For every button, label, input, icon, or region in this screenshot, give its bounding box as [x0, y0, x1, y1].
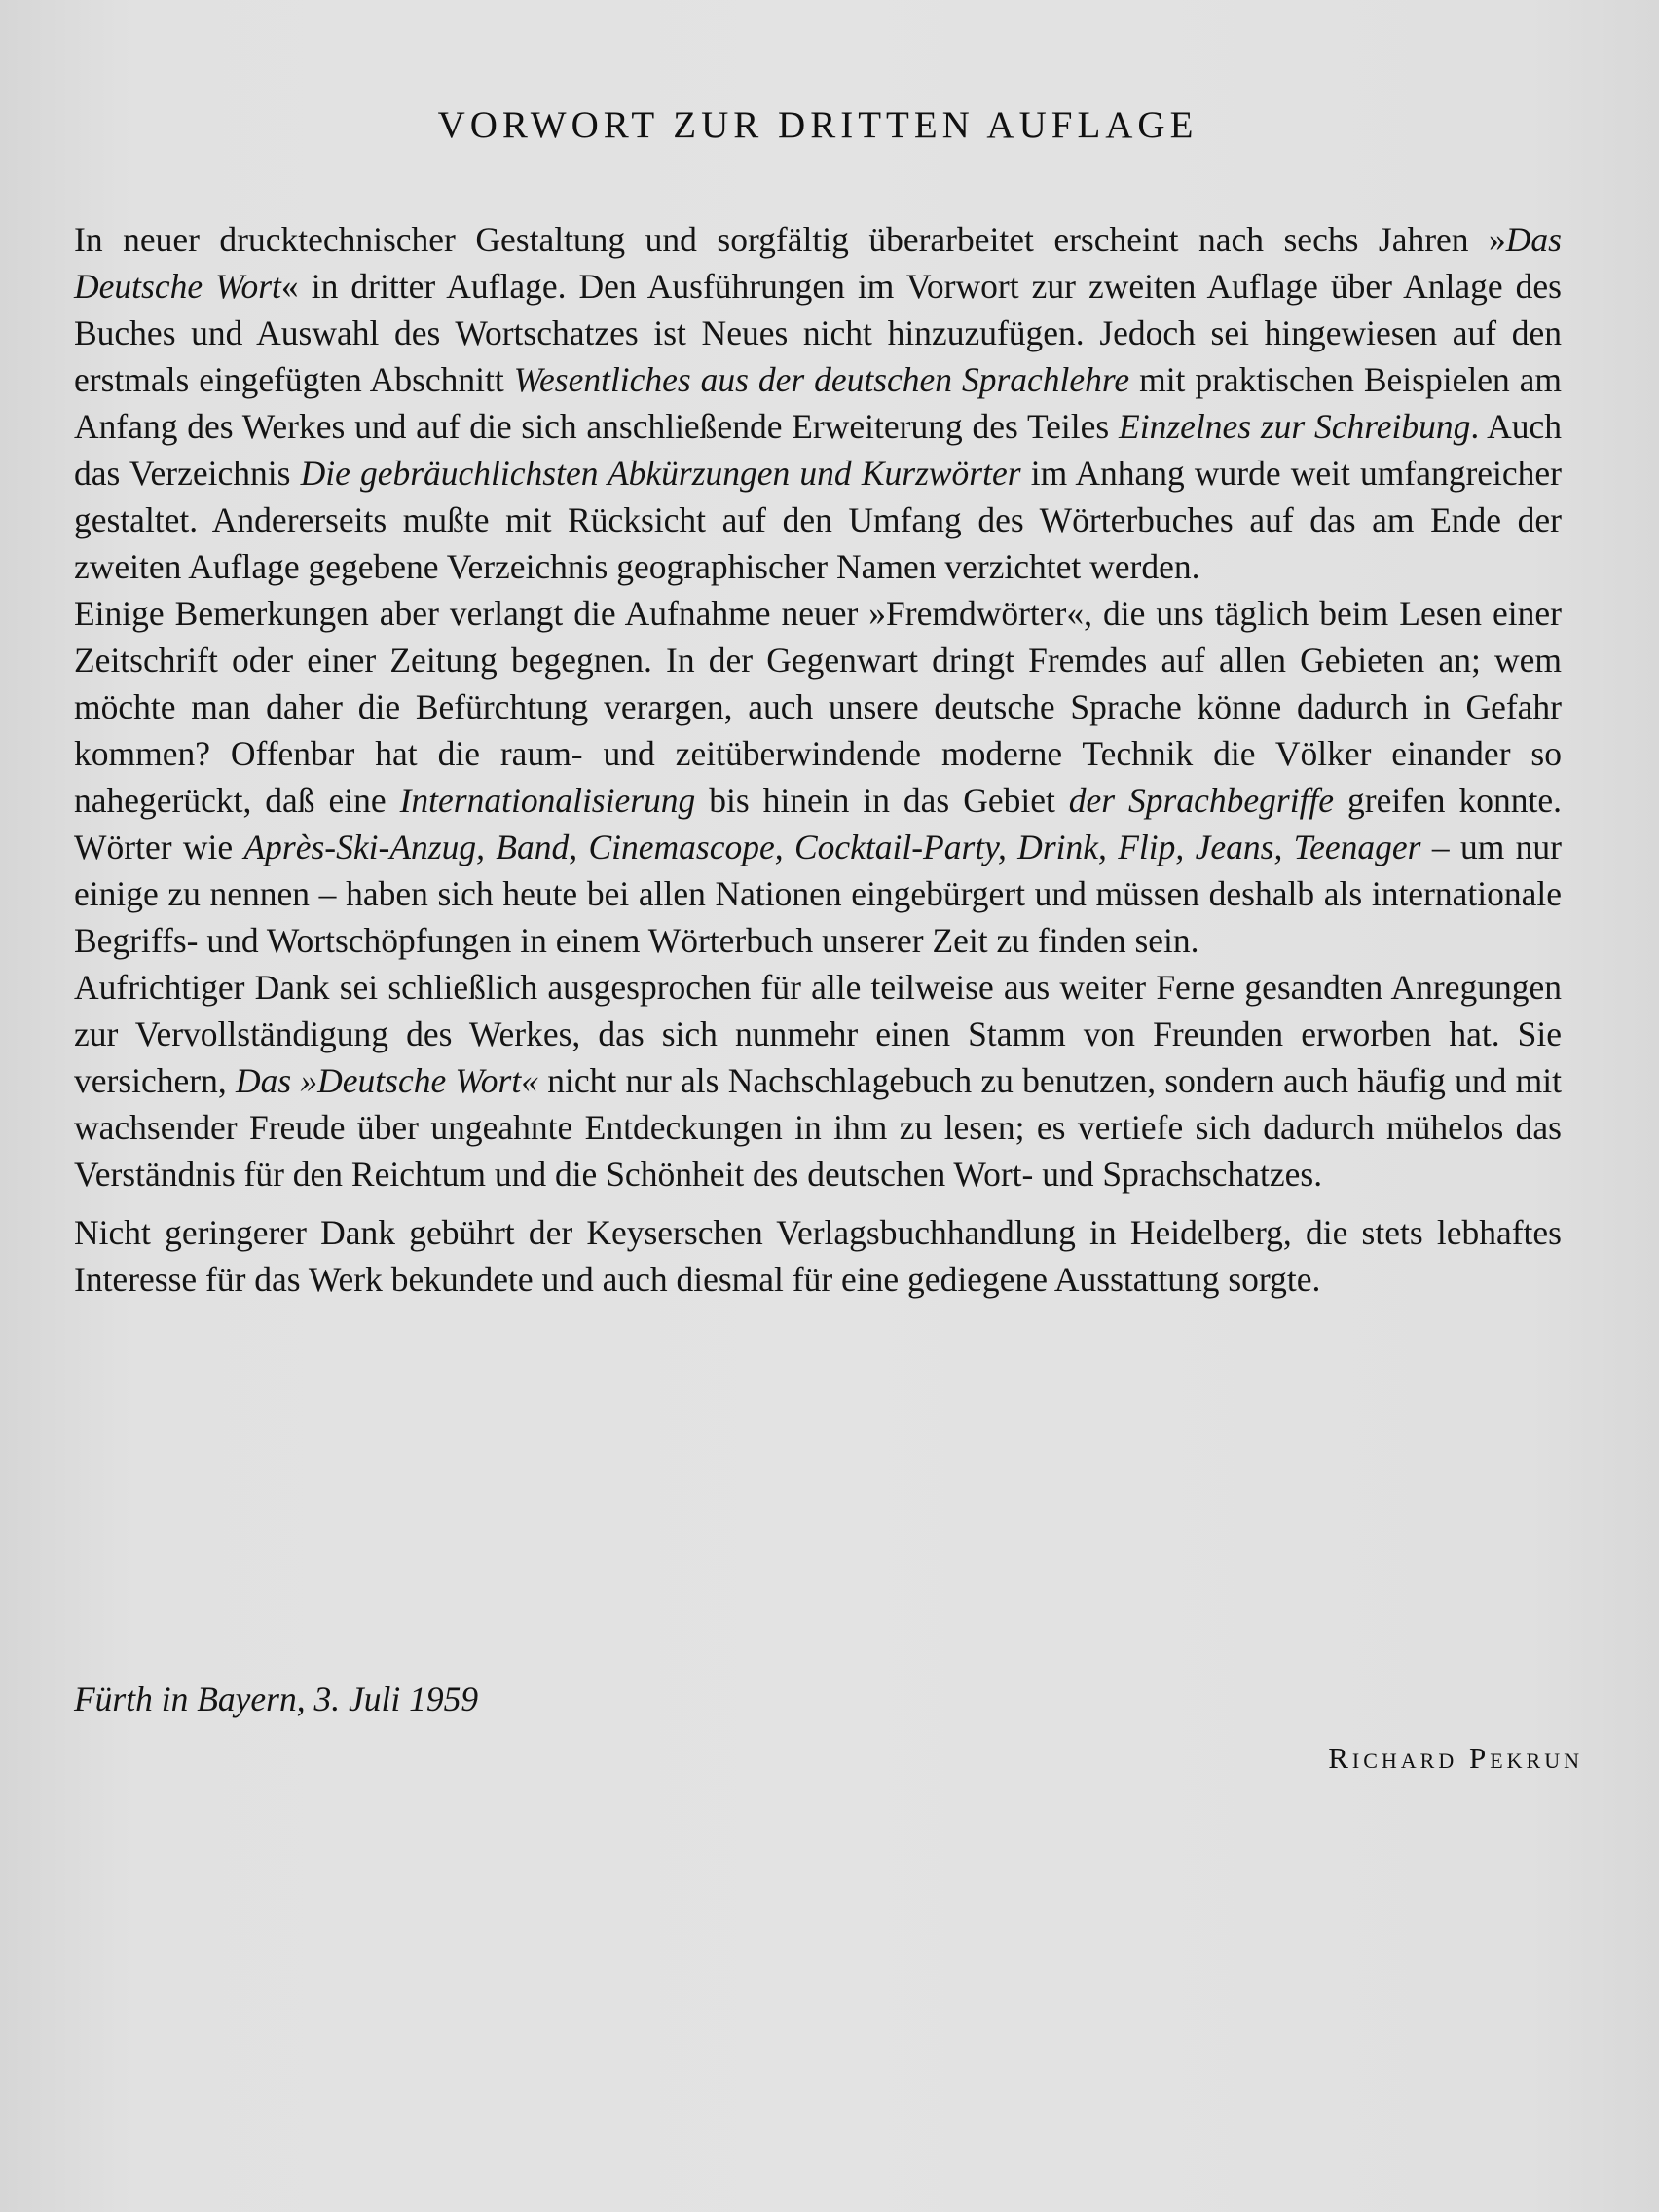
dateline: Fürth in Bayern, 3. Juli 1959: [74, 1679, 479, 1718]
author-signature: Richard Pekrun: [1328, 1741, 1583, 1775]
italic-run: der Sprachbegriffe: [1068, 781, 1335, 820]
italic-run: Wesentliches aus der deutschen Sprachlehre: [513, 360, 1130, 399]
paragraph-1: [74, 216, 1562, 590]
text-run: greifen konnte. Wörter wie: [74, 781, 1562, 866]
italic-run: Das »Deutsche Wort«: [235, 1061, 538, 1100]
preface-body: [74, 216, 1562, 1303]
italic-run: Après-Ski-Anzug, Band, Cinemascope, Cocktail-Party, Drink, Flip, Jeans, Teenager: [243, 828, 1421, 866]
text-run: mit praktischen Beispielen am Anfang des Werkes und auf die sich anschließende Erweiterung des Teiles: [74, 360, 1562, 446]
text-run: In neuer drucktechnischer Gestaltung und sorgfältig überarbeitet erscheint nach sechs Jahren »: [74, 220, 1506, 259]
italic-run: Das Deutsche Wort: [74, 220, 1562, 306]
text-run: Einige Bemerkungen aber verlangt die Aufnahme neuer »Fremdwörter«, die uns täglich beim Lesen einer Zeitschrift oder einer Zeitung begegnen. In der Gegenwart dringt Fremdes auf allen Gebieten an; wem möchte man daher die Befürchtung verargen, auch unsere deutsche Sprache könne dadurch in Gefahr kommen? Offenbar hat die raum- und zeitüberwindende moderne Technik die Völker einander so nahegerückt, daß eine: [74, 594, 1562, 820]
page-title: VORWORT ZUR DRITTEN AUFLAGE: [437, 104, 1198, 146]
text-run: – um nur einige zu nennen – haben sich heute bei allen Nationen eingebürgert und müssen deshalb als internationale Begriffs- und Wortschöpfungen in einem Wörterbuch unserer Zeit zu finden sein.: [74, 828, 1562, 960]
paragraph-4: [74, 1209, 1562, 1303]
italic-run: Einzelnes zur Schreibung: [1119, 407, 1471, 446]
text-run: Aufrichtiger Dank sei schließlich ausgesprochen für alle teilweise aus weiter Ferne gesandten Anregungen zur Vervollständigung des Werkes, das sich nunmehr einen Stamm von Freunden erworben hat. Sie versichern,: [74, 968, 1562, 1100]
paragraph-3: [74, 964, 1562, 1198]
text-run: . Auch das Verzeichnis: [74, 407, 1563, 493]
italic-run: Internationalisierung: [399, 781, 696, 820]
text-run: « in dritter Auflage. Den Ausführungen im Vorwort zur zweiten Auflage über Anlage des Buches und Auswahl des Wortschatzes ist Neues nicht hinzuzufügen. Jedoch sei hingewiesen auf den erstmals eingefügten Abschnitt: [74, 267, 1562, 399]
text-run: bis hinein in das Gebiet: [695, 781, 1069, 820]
paragraph-2: [74, 590, 1562, 964]
text-run: Nicht geringerer Dank gebührt der Keyserschen Verlagsbuchhandlung in Heidelberg, die stets lebhaftes Interesse für das Werk bekundete und auch diesmal für eine gediegene Ausstattung sorgte.: [74, 1213, 1562, 1299]
italic-run: Die gebräuchlichsten Abkürzungen und Kurzwörter: [300, 454, 1021, 493]
text-run: im Anhang wurde weit umfangreicher gestaltet. Andererseits mußte mit Rücksicht auf den Umfang des Wörterbuches auf das am Ende der zweiten Auflage gegebene Verzeichnis geographischer Namen verzichtet werden.: [74, 454, 1562, 586]
text-run: nicht nur als Nachschlagebuch zu benutzen, sondern auch häufig und mit wachsender Freude über ungeahnte Entdeckungen in ihm zu lesen; es vertiefe sich dadurch mühelos das Verständnis für den Reichtum und die Schönheit des deutschen Wort- und Sprachschatzes.: [74, 1061, 1563, 1194]
